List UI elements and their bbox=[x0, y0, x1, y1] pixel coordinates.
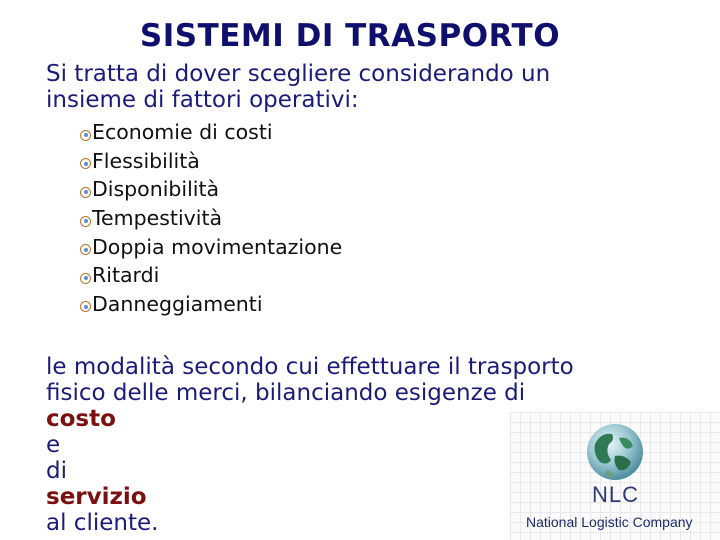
list-item-label: Tempestività bbox=[92, 206, 223, 231]
highlight-costo: costo bbox=[46, 406, 116, 432]
slide-title: SISTEMI DI TRASPORTO bbox=[139, 18, 561, 54]
list-item bbox=[80, 147, 342, 176]
factor-list bbox=[80, 118, 342, 318]
conclusion-text-segment: al cliente. bbox=[46, 510, 159, 536]
intro-line-2: insieme di fattori operativi: bbox=[46, 87, 359, 113]
conclusion-line-1: le modalità secondo cui effettuare il trasporto bbox=[46, 354, 574, 380]
highlight-servizio: servizio bbox=[46, 484, 147, 510]
logo-abbreviation: NLC bbox=[592, 482, 640, 507]
conclusion-text-segment: e bbox=[46, 432, 61, 458]
list-item-label: Danneggiamenti bbox=[92, 291, 263, 316]
intro-text bbox=[46, 61, 646, 113]
list-item-label: Disponibilità bbox=[92, 177, 220, 202]
list-item bbox=[80, 232, 342, 261]
intro-line-1: Si tratta di dover scegliere considerando un bbox=[46, 61, 551, 87]
globe-icon bbox=[585, 422, 645, 482]
list-item bbox=[80, 204, 342, 233]
list-item bbox=[80, 261, 342, 290]
list-item-label: Flessibilità bbox=[92, 148, 200, 173]
list-item-label: Doppia movimentazione bbox=[92, 234, 343, 259]
company-logo bbox=[510, 412, 720, 540]
bullet-icon bbox=[80, 216, 91, 227]
conclusion-text-segment: fisico delle merci, bilanciando esigenze di bbox=[46, 380, 526, 406]
list-item bbox=[80, 118, 342, 147]
bullet-icon bbox=[80, 187, 91, 198]
list-item-label: Ritardi bbox=[92, 263, 160, 288]
bullet-icon bbox=[80, 130, 91, 141]
list-item bbox=[80, 290, 342, 319]
conclusion-text-segment: di bbox=[46, 458, 67, 484]
bullet-icon bbox=[80, 158, 91, 169]
logo-company-name: National Logistic Company bbox=[526, 514, 693, 530]
list-item bbox=[80, 175, 342, 204]
bullet-icon bbox=[80, 273, 91, 284]
bullet-icon bbox=[80, 301, 91, 312]
bullet-icon bbox=[80, 244, 91, 255]
list-item-label: Economie di costi bbox=[92, 120, 273, 145]
